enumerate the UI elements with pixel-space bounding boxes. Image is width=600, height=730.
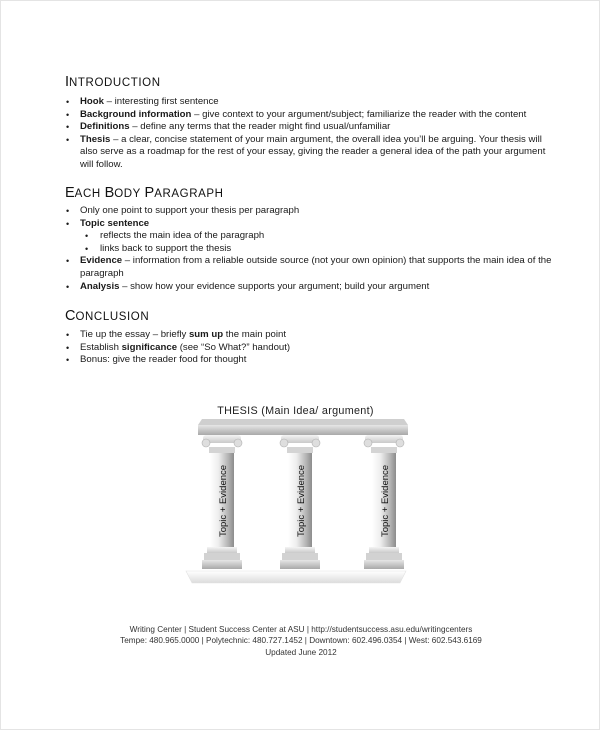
pillar-label-left: Topic + Evidence [218, 464, 229, 538]
footer-line-phones: Tempe: 480.965.0000 | Polytechnic: 480.727.1452 | Downtown: 602.496.0354 | West: 602.543.6169 [120, 636, 482, 646]
slab-front [198, 425, 408, 435]
thesis-pillars-diagram [182, 403, 409, 587]
pillar-label-right: Topic + Evidence [380, 464, 391, 538]
slab-top [198, 419, 408, 425]
sub-list-item: • links back to support the thesis [80, 243, 555, 256]
pillar-label-middle: Topic + Evidence [296, 464, 307, 538]
footer-line-updated: Updated June 2012 [265, 647, 337, 657]
list-item: • Thesis – a clear, concise statement of your main argument, the overall idea you’ll be arguing. Your thesis will also serve as a roadmap for the rest of your essay, giving the reader a general idea of the path your argument will follow. [65, 134, 555, 172]
introduction-list [65, 96, 555, 172]
footer-line-contact: Writing Center | Student Success Center at ASU | http://studentsuccess.asu.edu/writingcenters [129, 625, 473, 634]
list-item: • Definitions – define any terms that the reader might find usual/unfamiliar [65, 121, 555, 134]
list-item: • Establish significance (see “So What?” handout) [65, 342, 555, 355]
conclusion-list [65, 329, 555, 367]
list-item: • Evidence – information from a reliable outside source (not your own opinion) that supports the main idea of the paragraph [65, 255, 555, 280]
body-paragraph-list [65, 205, 555, 293]
list-item: • Topic sentence • reflects the main idea of the paragraph • links back to support the thesis [65, 218, 555, 256]
thesis-label: THESIS (Main Idea/ argument) [217, 405, 374, 417]
introduction-heading: INTRODUCTION [65, 74, 161, 90]
page-footer [1, 624, 600, 658]
base-platform [186, 571, 406, 583]
sub-list-item: • reflects the main idea of the paragraph [80, 230, 555, 243]
topic-sublist [80, 230, 555, 255]
body-paragraph-heading: EACH BODY PARAGRAPH [65, 185, 224, 201]
conclusion-heading: CONCLUSION [65, 308, 150, 324]
list-item: • Only one point to support your thesis per paragraph [65, 205, 555, 218]
list-item: • Background information – give context to your argument/subject; familiarize the reader with the content [65, 109, 555, 122]
list-item: • Tie up the essay – briefly sum up the main point [65, 329, 555, 342]
list-item: • Bonus: give the reader food for thought [65, 354, 555, 367]
pillars-illustration [182, 403, 409, 587]
list-item: • Hook – interesting first sentence [65, 96, 555, 109]
list-item: • Analysis – show how your evidence supports your argument; build your argument [65, 281, 555, 294]
